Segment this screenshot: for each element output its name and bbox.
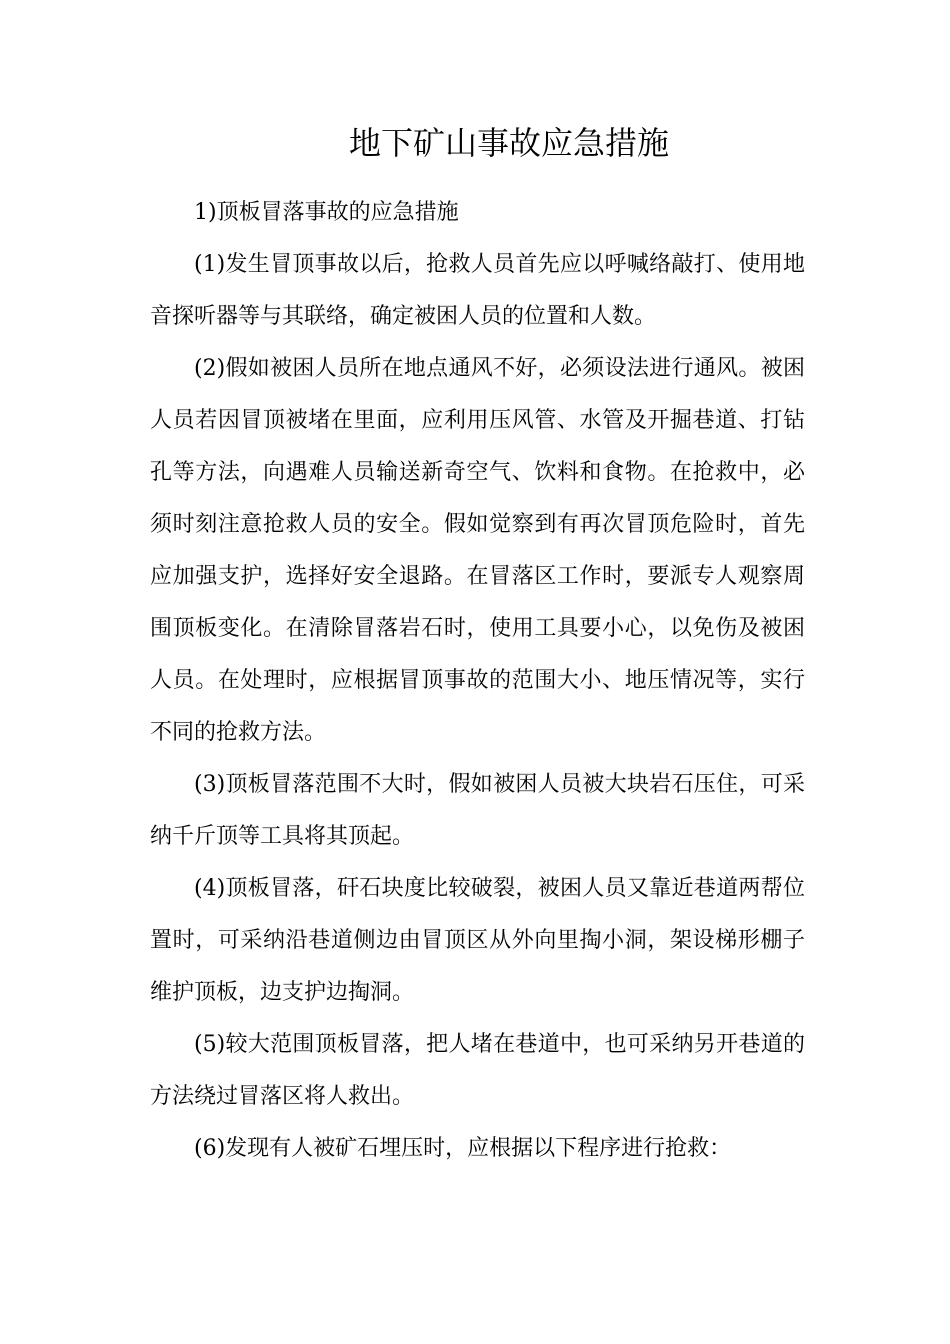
- document-body: [150, 187, 805, 1175]
- paragraph-section-heading: 1)顶板冒落事故的应急措施: [194, 200, 459, 225]
- document-title: 地下矿山事故应急措施: [348, 124, 669, 162]
- paragraph-item-6: (6)发现有人被矿石埋压时，应根据以下程序进行抢救：: [194, 1136, 732, 1161]
- paragraph-item-4: (4)顶板冒落，矸石块度比较破裂，被困人员又靠近巷道两帮位置时，可采纳沿巷道侧边由冒顶区从外向里掏小洞，架设梯形棚子维护顶板，边支护边掏洞。: [150, 876, 805, 1005]
- paragraph-item-2: (2)假如被困人员所在地点通风不好，必须设法进行通风。被困人员若因冒顶被堵在里面，应利用压风管、水管及开掘巷道、打钻孔等方法，向遇难人员输送新奇空气、饮料和食物。在抢救中，必须时刻注意抢救人员的安全。假如觉察到有再次冒顶危险时，首先应加强支护，选择好安全退路。在冒落区工作时，要派专人观察周围顶板变化。在清除冒落岩石时，使用工具要小心，以免伤及被困人员。在处理时，应根据冒顶事故的范围大小、地压情况等，实行不同的抢救方法。: [150, 356, 805, 745]
- paragraph-item-1: (1)发生冒顶事故以后，抢救人员首先应以呼喊络敲打、使用地音探听器等与其联络，确定被困人员的位置和人数。: [150, 252, 805, 329]
- paragraph-item-5: (5)较大范围顶板冒落，把人堵在巷道中，也可采纳另开巷道的方法绕过冒落区将人救出。: [150, 1032, 805, 1109]
- paragraph-item-3: (3)顶板冒落范围不大时，假如被困人员被大块岩石压住，可采纳千斤顶等工具将其顶起。: [150, 772, 805, 849]
